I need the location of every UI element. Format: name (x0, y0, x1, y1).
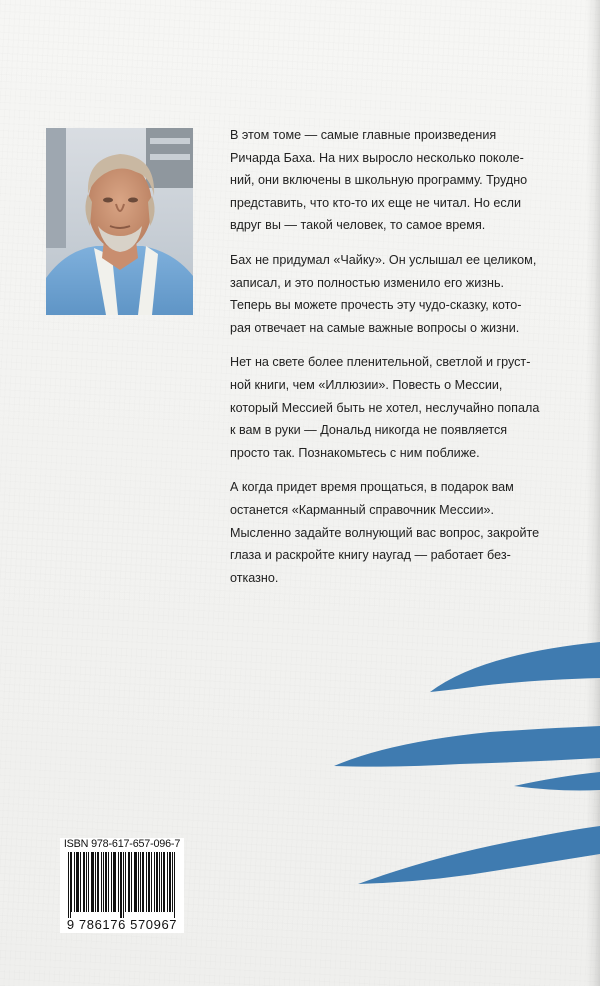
barcode-bar (98, 852, 99, 912)
barcode-bar (103, 852, 104, 912)
barcode-bars (68, 852, 176, 918)
brush-stroke-4 (358, 826, 600, 884)
blurb-paragraph-2: Бах не придумал «Чайку». Он услышал ее целиком, записал, и это полностью изменило его жизнь. Теперь вы можете прочесть эту чудо-сказку, кото- рая отвечает на самые важные вопросы о жизни. (230, 252, 537, 335)
barcode-bar (161, 852, 162, 912)
barcode-bar (84, 852, 85, 912)
barcode-bar (170, 852, 171, 912)
barcode-bar (97, 852, 98, 912)
barcode-bar (151, 852, 152, 912)
barcode-bar (108, 852, 109, 912)
barcode-bar (154, 852, 155, 912)
barcode-bar (138, 852, 139, 912)
barcode-bar (118, 852, 119, 912)
barcode-bar (134, 852, 135, 912)
barcode-bar (128, 852, 129, 912)
barcode-bar (68, 852, 69, 918)
ean-digits: 9 786176 570967 (66, 917, 178, 932)
barcode-bar (111, 852, 112, 912)
barcode-bar (123, 852, 124, 918)
barcode-bar (106, 852, 107, 912)
barcode-bar (120, 852, 121, 918)
brush-stroke-1 (430, 642, 600, 692)
barcode-bar (83, 852, 84, 912)
blurb-paragraph-1: В этом томе — самые главные произведения Ричарда Баха. На них выросло несколько поколе- ний, они включены в школьную программу. Трудно представить, что кто-то их еще не читал. Но если вдруг вы — такой человек, то самое время. (230, 128, 528, 233)
barcode-bar (135, 852, 136, 912)
brush-stroke-3 (514, 772, 600, 791)
barcode-bar (78, 852, 79, 912)
barcode-bar (101, 852, 102, 912)
barcode-bar (172, 852, 173, 912)
barcode-bar (164, 852, 165, 912)
barcode-bar (140, 852, 141, 912)
barcode-bar (105, 852, 106, 912)
barcode-bar (113, 852, 114, 912)
barcode-bar (156, 852, 157, 912)
barcode-bar (167, 852, 168, 912)
barcode-bar (114, 852, 115, 912)
barcode-bar (91, 852, 92, 912)
blue-brush-strokes (330, 630, 600, 900)
barcode-bar (92, 852, 93, 912)
barcode-bar (71, 852, 72, 912)
barcode-bar (88, 852, 89, 912)
barcode-bar (148, 852, 149, 912)
isbn-barcode (60, 838, 184, 933)
brush-stroke-2 (334, 726, 600, 767)
barcode-bar (95, 852, 96, 912)
blurb-paragraph-3: Нет на свете более пленительной, светлой и груст- ной книги, чем «Иллюзии». Повесть о Мессии, который Мессией быть не хотел, неслучайно попала к вам в руки — Дональд никогда не появляется просто так. Познакомьтесь с ним поближе. (230, 355, 540, 460)
author-photo (46, 128, 193, 315)
barcode-bar (149, 852, 150, 912)
barcode-bar (121, 852, 122, 918)
barcode-bar (93, 852, 94, 912)
barcode-bar (143, 852, 144, 912)
barcode-bar (146, 852, 147, 912)
blurb-text (230, 124, 570, 601)
barcode-bar (174, 852, 175, 918)
barcode-bar (129, 852, 130, 912)
barcode-bar (136, 852, 137, 912)
isbn-label: ISBN 978-617-657-096-7 (63, 838, 181, 850)
barcode-bar (77, 852, 78, 912)
barcode-bar (80, 852, 81, 912)
barcode-bar (169, 852, 170, 912)
blurb-paragraph-4: А когда придет время прощаться, в подарок вам останется «Карманный справочник Мессии». Мысленно задайте волнующий вас вопрос, закройте глаза и раскройте книгу наугад — работает без- отказно. (230, 480, 540, 585)
barcode-bar (86, 852, 87, 912)
barcode-bar (76, 852, 77, 912)
barcode-bar (125, 852, 126, 912)
author-photo-image (46, 128, 193, 315)
barcode-bar (163, 852, 164, 912)
barcode-bar (131, 852, 132, 912)
barcode-bar (70, 852, 71, 918)
barcode-bar (142, 852, 143, 912)
barcode-bar (74, 852, 75, 912)
barcode-bar (157, 852, 158, 912)
barcode-bar (159, 852, 160, 912)
barcode-bar (115, 852, 116, 912)
